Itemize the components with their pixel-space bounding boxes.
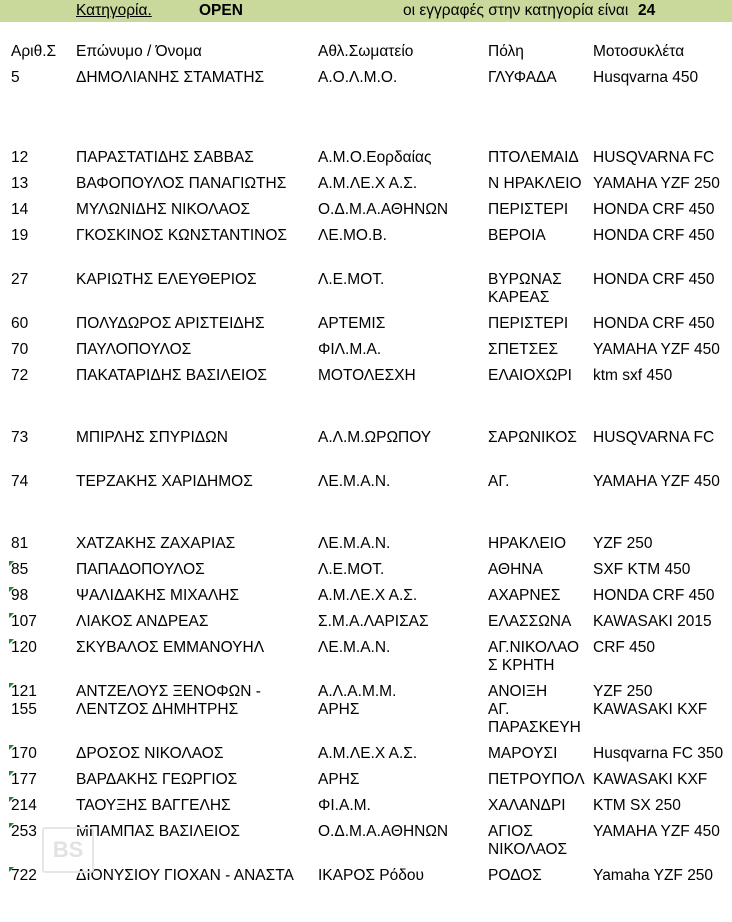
row-club: ΑΡΗΣ [318, 771, 360, 788]
row-club: ΙΚΑΡΟΣ Ρόδου [318, 867, 424, 884]
row-bike: HONDA CRF 450 [593, 201, 715, 218]
row-number: 72 [11, 367, 29, 384]
row-club: Λ.Ε.ΜΟΤ. [318, 271, 385, 288]
category-bar [0, 0, 732, 22]
row-club: Ο.Δ.Μ.Α.ΑΘΗΝΩΝ [318, 201, 449, 218]
row-club: ΛΕ.ΜΟ.Β. [318, 227, 387, 244]
row-number: 81 [11, 535, 29, 552]
row-city: ΣΑΡΩΝΙΚΟΣ [488, 429, 577, 446]
table-row [0, 867, 732, 884]
row-name: ΒΑΦΟΠΟΥΛΟΣ ΠΑΝΑΓΙΩΤΗΣ [76, 175, 287, 192]
row-city: ΑΧΑΡΝΕΣ [488, 587, 561, 604]
table-row [0, 587, 732, 604]
row-city: ΧΑΛΑΝΔΡΙ [488, 797, 566, 814]
row-city: ΑΓΙΟΣ ΝΙΚΟΛΑΟΣ [488, 823, 568, 858]
row-club: ΜΟΤΟΛΕΣΧΗ [318, 367, 416, 384]
header-number: Αριθ.Σ [11, 43, 57, 60]
row-name: ΔΗΜΟΛΙΑΝΗΣ ΣΤΑΜΑΤΗΣ [76, 69, 265, 86]
table-row [0, 613, 732, 630]
header-name: Επώνυμο / Όνομα [76, 43, 202, 60]
table-row [0, 315, 732, 332]
row-number: 60 [11, 315, 29, 332]
row-city: ΕΛΑΣΣΩΝΑ [488, 613, 572, 630]
table-row [0, 175, 732, 192]
table-row [0, 561, 732, 578]
row-bike: YZF 250 [593, 535, 653, 552]
row-city: ΑΓ. [488, 473, 510, 490]
header-club: Αθλ.Σωματείο [318, 43, 414, 60]
row-bike: HUSQVARNA FC [593, 429, 715, 446]
row-city: ΑΓ.ΝΙΚΟΛΑΟ Σ ΚΡΗΤΗ [488, 639, 580, 674]
table-row [0, 69, 732, 86]
row-club: Α.Μ.ΛΕ.Χ Α.Σ. [318, 745, 418, 762]
row-city: ΡΟΔΟΣ [488, 867, 542, 884]
row-name: ΠΑΡΑΣΤΑΤΙΔΗΣ ΣΑΒΒΑΣ [76, 149, 254, 166]
row-bike: HUSQVARNA FC [593, 149, 715, 166]
row-name: ΑΝΤΖΕΛΟΥΣ ΞΕΝΟΦΩΝ - ΛΕΝΤΖΟΣ ΔΗΜΗΤΡΗΣ [76, 683, 261, 718]
row-bike: Husqvarna 450 [593, 69, 699, 86]
row-number: 120 [11, 639, 37, 656]
table-row [0, 797, 732, 814]
row-club: Λ.Ε.ΜΟΤ. [318, 561, 385, 578]
row-club: ΛΕ.Μ.Α.Ν. [318, 639, 391, 656]
row-name: ΠΑΚΑΤΑΡΙΔΗΣ ΒΑΣΙΛΕΙΟΣ [76, 367, 267, 384]
row-city: ΣΠΕΤΣΕΣ [488, 341, 559, 358]
row-number: 177 [11, 771, 37, 788]
row-bike: ktm sxf 450 [593, 367, 673, 384]
row-club: ΦΙ.Α.Μ. [318, 797, 371, 814]
row-bike: YAMAHA YZF 250 [593, 175, 720, 192]
row-city: ΠΕΡΙΣΤΕΡΙ [488, 315, 569, 332]
row-number: 121 155 [11, 683, 37, 718]
table-row [0, 771, 732, 788]
row-name: ΨΑΛΙΔΑΚΗΣ ΜΙΧΑΛΗΣ [76, 587, 240, 604]
table-row [0, 683, 732, 736]
row-number: 13 [11, 175, 29, 192]
row-city: ΠΤΟΛΕΜΑΙΔ [488, 149, 579, 166]
row-bike: HONDA CRF 450 [593, 227, 715, 244]
table-row [0, 535, 732, 552]
row-number: 27 [11, 271, 29, 288]
row-city: ΑΘΗΝΑ [488, 561, 543, 578]
row-name: ΜΥΛΩΝΙΔΗΣ ΝΙΚΟΛΑΟΣ [76, 201, 251, 218]
row-bike: YZF 250 KAWASAKI KXF [593, 683, 708, 718]
row-number: 722 [11, 867, 37, 884]
row-club: ΑΡΤΕΜΙΣ [318, 315, 386, 332]
row-name: ΚΑΡΙΩΤΗΣ ΕΛΕΥΘΕΡΙΟΣ [76, 271, 257, 288]
category-label: Κατηγορία. [76, 2, 152, 19]
table-row [0, 201, 732, 218]
row-name: ΣΚΥΒΑΛΟΣ ΕΜΜΑΝΟΥΗΛ [76, 639, 265, 656]
row-bike: Yamaha YZF 250 [593, 867, 714, 884]
table-row [0, 473, 732, 490]
row-number: 12 [11, 149, 29, 166]
row-name: ΓΚΟΣΚΙΝΟΣ ΚΩΝΣΤΑΝΤΙΝΟΣ [76, 227, 287, 244]
row-club: Α.Μ.ΛΕ.Χ Α.Σ. [318, 587, 418, 604]
row-city: ΗΡΑΚΛΕΙΟ [488, 535, 567, 552]
row-club: ΛΕ.Μ.Α.Ν. [318, 473, 391, 490]
row-bike: KAWASAKI 2015 [593, 613, 712, 630]
entries-count: 24 [638, 2, 656, 19]
row-bike: HONDA CRF 450 [593, 315, 715, 332]
category-value: OPEN [199, 2, 243, 19]
header-city: Πόλη [488, 43, 524, 60]
row-name: ΜΠΙΡΛΗΣ ΣΠΥΡΙΔΩΝ [76, 429, 228, 446]
table-row [0, 271, 732, 306]
table-row [0, 429, 732, 446]
row-bike: YAMAHA YZF 450 [593, 341, 720, 358]
header-bike: Μοτοσυκλέτα [593, 43, 685, 60]
row-name: ΠΟΛΥΔΩΡΟΣ ΑΡΙΣΤΕΙΔΗΣ [76, 315, 265, 332]
table-row [0, 149, 732, 166]
row-bike: YAMAHA YZF 450 [593, 473, 720, 490]
row-club: Α.Λ.Α.Μ.Μ. ΑΡΗΣ [318, 683, 397, 718]
table-row [0, 745, 732, 762]
row-club: Ο.Δ.Μ.Α.ΑΘΗΝΩΝ [318, 823, 449, 840]
entries-text: οι εγγραφές στην κατηγορία είναι [403, 2, 629, 19]
row-city: ΠΕΤΡΟΥΠΟΛ [488, 771, 585, 788]
row-name: ΤΕΡΖΑΚΗΣ ΧΑΡΙΔΗΜΟΣ [76, 473, 253, 490]
row-number: 70 [11, 341, 29, 358]
row-club: ΦΙΛ.Μ.Α. [318, 341, 382, 358]
row-number: 253 [11, 823, 37, 840]
row-bike: YAMAHA YZF 450 [593, 823, 720, 840]
row-club: Α.Μ.ΛΕ.Χ Α.Σ. [318, 175, 418, 192]
row-city: ΕΛΑΙΟΧΩΡΙ [488, 367, 572, 384]
table-row [0, 227, 732, 244]
row-bike: SXF KTM 450 [593, 561, 691, 578]
row-name: ΛΙΑΚΟΣ ΑΝΔΡΕΑΣ [76, 613, 209, 630]
row-name: ΔΙΟΝΥΣΙΟΥ ΓΙΟΧΑΝ - ΑΝΑΣΤΑ [76, 867, 294, 884]
table-row [0, 367, 732, 384]
row-bike: HONDA CRF 450 [593, 271, 715, 288]
row-city: ΒΕΡΟΙΑ [488, 227, 546, 244]
row-number: 73 [11, 429, 29, 446]
row-bike: CRF 450 [593, 639, 656, 656]
row-number: 214 [11, 797, 37, 814]
row-bike: HONDA CRF 450 [593, 587, 715, 604]
row-name: ΠΑΥΛΟΠΟΥΛΟΣ [76, 341, 192, 358]
row-club: Α.Μ.Ο.Εορδαίας [318, 149, 432, 166]
row-city: ΑΝΟΙΞΗ ΑΓ. ΠΑΡΑΣΚΕΥΗ [488, 683, 581, 736]
row-number: 107 [11, 613, 37, 630]
table-row [0, 639, 732, 674]
row-bike: Husqvarna FC 350 [593, 745, 724, 762]
row-club: ΛΕ.Μ.Α.Ν. [318, 535, 391, 552]
row-city: ΒΥΡΩΝΑΣ ΚΑΡΕΑΣ [488, 271, 562, 306]
row-name: ΤΑΟΥΞΗΣ ΒΑΓΓΕΛΗΣ [76, 797, 231, 814]
row-city: ΠΕΡΙΣΤΕΡΙ [488, 201, 569, 218]
row-name: ΜΠΑΜΠΑΣ ΒΑΣΙΛΕΙΟΣ [76, 823, 240, 840]
row-name: ΠΑΠΑΔΟΠΟΥΛΟΣ [76, 561, 205, 578]
row-name: ΒΑΡΔΑΚΗΣ ΓΕΩΡΓΙΟΣ [76, 771, 238, 788]
row-number: 170 [11, 745, 37, 762]
row-number: 5 [11, 69, 20, 86]
row-number: 74 [11, 473, 29, 490]
row-city: Ν ΗΡΑΚΛΕΙΟ [488, 175, 582, 192]
row-club: Α.Λ.Μ.ΩΡΩΠΟΥ [318, 429, 432, 446]
row-number: 14 [11, 201, 29, 218]
row-name: ΧΑΤΖΑΚΗΣ ΖΑΧΑΡΙΑΣ [76, 535, 236, 552]
row-club: Σ.Μ.Α.ΛΑΡΙΣΑΣ [318, 613, 429, 630]
table-row [0, 341, 732, 358]
row-city: ΓΛΥΦΑΔΑ [488, 69, 557, 86]
watermark-logo: BS [42, 827, 94, 873]
row-club: Α.Ο.Λ.Μ.Ο. [318, 69, 398, 86]
row-name: ΔΡΟΣΟΣ ΝΙΚΟΛΑΟΣ [76, 745, 224, 762]
row-city: ΜΑΡΟΥΣΙ [488, 745, 558, 762]
row-number: 19 [11, 227, 29, 244]
row-bike: KTM SX 250 [593, 797, 681, 814]
row-number: 85 [11, 561, 29, 578]
row-bike: KAWASAKI KXF [593, 771, 708, 788]
row-number: 98 [11, 587, 29, 604]
